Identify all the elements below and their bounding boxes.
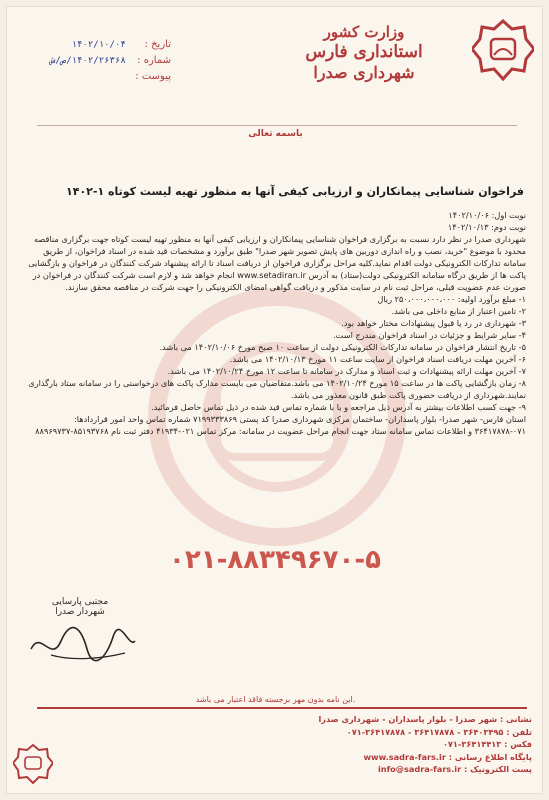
list-item: ۴- سایر شرایط و جزئیات در اسناد فراخوان مندرج است. <box>333 330 526 340</box>
list-item: ۹- جهت کسب اطلاعات بیشتر به آدرس ذیل مراجعه و یا با شماره تماس قید شده در ذیل تماس حاصل فرمائید. <box>151 402 526 412</box>
list-item: ۲- تامین اعتبار از منابع داخلی می باشد. <box>391 306 526 316</box>
attachment-row <box>21 69 171 85</box>
email-label: پست الکترونیک : <box>463 764 532 775</box>
header-divider <box>37 125 517 126</box>
ministry-name: وزارت کشور <box>323 23 405 41</box>
footer-logo-icon <box>13 743 53 789</box>
list-item: ۸- زمان بازگشایی پاکت ها در ساعت ۱۵ مورخ ۱۴۰۲/۱۰/۲۴ می باشد.متقاضیان می بایست مدارک پاکت های درخواستی را در سامانه ستاد بارگذاری نمایند.شهرداری از دریافت حضوری پاکت طبق قانون معذور می باشد. <box>28 378 526 400</box>
email-link[interactable]: info@sadra-fars.ir <box>377 764 462 775</box>
date-label: تاریخ : <box>144 39 171 50</box>
footer-divider <box>37 707 527 709</box>
number-value: ۱۴۰۲/۲۶۳۶۸/ص/ش <box>49 56 126 66</box>
basmala: باسمه تعالی <box>248 129 303 139</box>
list-item: ۳- شهرداری در رد یا قبول پیشنهادات مختار خواهد بود. <box>341 318 526 328</box>
fax-row <box>82 738 532 751</box>
website-link[interactable]: www.sadra-fars.ir <box>363 751 446 762</box>
date-row <box>21 37 171 53</box>
issuer-block <box>264 23 464 83</box>
number-row <box>21 53 171 69</box>
letter-footer <box>7 707 543 794</box>
list-item: ۷- آخرین مهلت ارائه پیشنهادات و ثبت اسناد و مدارک در سامانه تا ساعت ۱۲ مورخ ۱۴۰۲/۱۰/۲۴ می باشد. <box>167 366 526 376</box>
list-item: ۶- آخرین مهلت دریافت اسناد فراخوان از سایت ساعت ۱۱ مورخ ۱۴۰۲/۱۰/۱۳ می باشد. <box>229 354 526 364</box>
notice-second: نوبت دوم: ۱۴۰۲/۱۰/۱۳ <box>447 222 526 232</box>
address-label: نشانی : <box>500 714 532 724</box>
attachment-label: پیوست : <box>135 71 171 82</box>
website-row <box>82 751 532 764</box>
email-row <box>82 763 532 776</box>
signature-block <box>25 597 135 617</box>
letter-page <box>6 6 543 794</box>
date-value: ۱۴۰۲/۱۰/۰۴ <box>71 40 126 50</box>
intro-paragraph: شهرداری صدرا در نظر دارد نسبت به برگزاری فراخوان شناسایی پیمانکاران و ارزیابی کیفی آنها به منظور تهیه لیست کوتاه جهت برگزاری مناقصه محدود با موضوع "خرید، نصب و راه اندازی دوربین های پایش تصویر شهر صدرا" طبق برآورد و مشخصات قید شده در اسناد فراخوان، از طریق سامانه تدارکات الکترونیکی دولت اقدام نماید.کلیه مراحل برگزاری فراخوان از دریافت اسناد تا ارائه پیشنهاد شرکت کنندگان در فراخوان و بازگشایی پاکت ها از طریق درگاه سامانه الکترونیکی دولت(ستاد) به آدرس www.setadiran.ir انجام خواهد شد و لازم است شرکت کنندگان در فراخوان در صورت عدم عضویت قبلی، مراحل ثبت نام در سایت مذکور و دریافت گواهی امضای الکترونیکی را جهت شرکت در مناقصه محقق سازند. <box>28 234 526 292</box>
announcement-title: فراخوان شناسایی پیمانکاران و ارزیابی کیفی آنها به منظور تهیه لیست کوتاه ۱-۱۴۰۲ <box>66 185 524 198</box>
phone-stamp: ۰۲۱-۸۸۳۴۹۶۷۰-۵ <box>168 545 381 575</box>
phone-row <box>82 726 532 739</box>
number-label: شماره : <box>137 55 171 66</box>
signer-name: مجتبی پارسایی <box>51 597 109 607</box>
letterhead <box>7 7 543 127</box>
phone-label: تلفن : <box>506 726 532 737</box>
contact-paragraph: استان فارس- شهر صدرا- بلوار پاسداران- ساختمان مرکزی شهرداری صدرا کد پستی ۷۱۹۹۳۳۳۸۶۹ شماره تماس واحد امور قراردادها: ۰۷۱-۳۶۴۱۷۸۷۸ و اطلاعات تماس سامانه ستاد جهت انجام مراحل عضویت در سامانه: مرکز تماس ۰۲۱-۴۱۹۳۴ دفتر ثبت نام ۸۵۱۹۳۷۶۸-۸۸۹۶۹۷۳۷ <box>35 414 526 436</box>
municipality-logo-icon <box>472 19 534 89</box>
handwritten-signature-icon <box>21 619 141 669</box>
signer-role: شهردار صدرا <box>55 607 105 617</box>
municipality-name: شهرداری صدرا <box>313 63 415 82</box>
governorate-name: استانداری فارس <box>305 42 423 62</box>
address-value: شهر صدرا - بلوار پاسداران - شهرداری صدرا <box>318 714 498 724</box>
address-row <box>82 713 532 726</box>
announcement-body <box>21 209 526 437</box>
contact-info <box>82 713 532 776</box>
list-item: ۱- مبلغ برآورد اولیه: ۲۵۰،۰۰۰،۰۰۰،۰۰۰ ریال <box>377 294 526 304</box>
letter-meta <box>21 37 171 85</box>
fax-value: ۰۷۱-۳۶۴۱۴۴۱۳ <box>442 739 502 750</box>
validity-note: این نامه بدون مهر برجسته فاقد اعتبار می باشد. <box>195 695 356 704</box>
fax-label: فکس : <box>504 739 532 750</box>
phone-value: ۰۷۱-۳۶۴۱۷۸۷۸ - ۳۶۴۱۷۸۷۸ - ۳۶۴۰۳۴۹۵ <box>346 726 504 737</box>
list-item: ۵- تاریخ انتشار فراخوان در سامانه تدارکات الکترونیکی دولت از ساعت ۱۰ صبح مورخ ۱۴۰۲/۱۰/۰۶ می باشد. <box>159 342 526 352</box>
website-label: پایگاه اطلاع رسانی : <box>448 751 532 762</box>
notice-first: نوبت اول: ۱۴۰۲/۱۰/۰۶ <box>448 210 526 220</box>
